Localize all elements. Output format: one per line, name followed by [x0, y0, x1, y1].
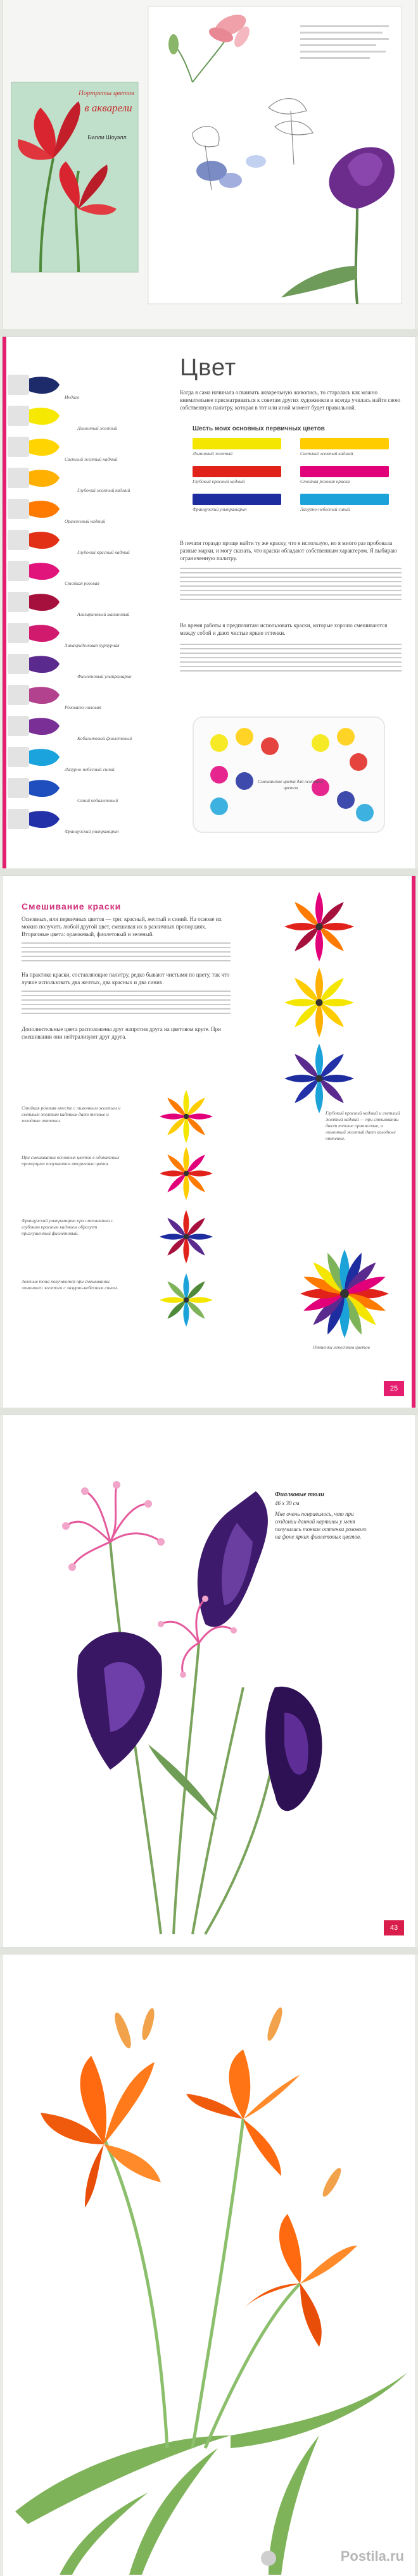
mixing-caption-4: Зеленые тона получаются при смешивании лимонного желтого с лазурно-небесным синим. — [22, 1279, 118, 1291]
rosette-mix-4-petal — [167, 1281, 186, 1300]
paint-blob — [29, 439, 60, 456]
paint-tube-label: Хинакридоновая пурпурная — [65, 642, 120, 648]
palette-paint-dot — [337, 791, 355, 809]
mixing-caption-1: Стойкая розовая вместе с лимонным желтым и светлым желтым кадмием дает теплые и холодные оттенки. — [22, 1105, 121, 1123]
rosette-red-petal — [319, 927, 344, 951]
paint-blob — [29, 501, 60, 518]
paint-tube-label: Глубокий желтый кадмий — [77, 487, 130, 493]
paint-tube-label: Оранжевый кадмий — [65, 518, 105, 524]
mixing-heading: Смешивание краски — [22, 901, 122, 911]
page-number: 25 — [384, 1381, 404, 1396]
palette-paint-dot — [261, 737, 279, 755]
rosette-yellow-petal — [319, 978, 344, 1003]
paint-tube-body — [8, 468, 29, 488]
paint-blob — [29, 470, 60, 487]
primary-swatch-2 — [300, 438, 389, 449]
rosette-blue-petal — [294, 1079, 319, 1103]
paint-tube-label: Розовато-лиловая — [65, 704, 101, 710]
cover-title-line2: в акварели — [84, 102, 132, 114]
paint-tube-body — [8, 654, 29, 674]
paint-tube-label: Фиолетовый ультрамарин — [77, 673, 132, 679]
mixing-right-caption: Глубокий красный кадмий и светлый желтый кадмий — при смешивании дают теплые оранжевые, а лимонный желтый дает холодные оттенки. — [326, 1110, 400, 1141]
page-edge-stripe — [3, 337, 6, 868]
primary-label-6: Лазурно-небесный синий — [300, 506, 350, 512]
palette-paint-dot — [350, 753, 367, 771]
cover-title-line1: Портреты цветов — [78, 89, 135, 97]
primary-swatch-4 — [300, 466, 389, 477]
cover-title — [77, 89, 136, 97]
rosette-mix-4-petal — [186, 1281, 205, 1300]
rosette-mix-1-center — [184, 1114, 189, 1119]
paint-blob — [29, 811, 60, 828]
paint-blob — [29, 749, 60, 766]
color-intro: Когда я сама начинала осваивать акварельную живопись, то старалась как можно внимательнее присматриваться к советам других художников и всегда училась найти свою собственную палитру, которая в тот или иной момент будет правильной. — [180, 389, 400, 411]
cover-author: Билли Шоуэлл — [87, 134, 127, 141]
color-page — [3, 337, 415, 868]
nerine-page — [3, 1415, 415, 1947]
primary-swatch-1 — [193, 438, 281, 449]
palette-svg — [194, 718, 384, 832]
page-separator — [0, 1947, 418, 1954]
rosette-mix-3-petal — [167, 1237, 186, 1256]
daylily-painting — [3, 1954, 415, 2576]
palette-paint-dot — [356, 804, 374, 822]
rosette-red-petal — [319, 902, 344, 927]
rosette-wheel-center — [340, 1289, 349, 1298]
paint-blob — [29, 780, 60, 797]
primary-swatch-3 — [193, 466, 281, 477]
paint-tube-label: Глубокий красный кадмий — [77, 549, 130, 555]
rosette-yellow-petal — [294, 978, 319, 1003]
nerine-caption-title: Фиалковые тюли — [275, 1491, 324, 1498]
color-heading: Цвет — [180, 354, 237, 381]
paint-blob — [29, 687, 60, 704]
color-body-lines-1 — [180, 565, 402, 603]
cover-spread-art — [3, 0, 415, 329]
page-number: 43 — [384, 1920, 404, 1935]
palette-caption: Смешанные цвета для основных цветов — [258, 778, 324, 791]
cover-title-large — [80, 103, 137, 114]
rosette-mix-3-petal — [186, 1237, 205, 1256]
rosette-yellow-petal — [294, 1003, 319, 1027]
nerine-caption-size: 46 х 30 см — [275, 1500, 300, 1506]
rosette-mix-3-center — [184, 1234, 189, 1239]
rosette-mix-4-petal — [186, 1300, 205, 1319]
paint-tube-label: Лазурно-небесный синий — [65, 766, 115, 772]
mixing-caption-3: Французский ультрамарин при смешивании с глубоким красным кадмием образует приглушенный фиолетовый. — [22, 1218, 113, 1236]
mixing-caption-2: При смешивании основных цветов в одинаковых пропорциях получаются вторичные цвета. — [22, 1154, 120, 1166]
page-separator — [0, 1408, 418, 1415]
palette-paint-dot — [210, 797, 228, 815]
rosette-mix-1-petal — [186, 1097, 205, 1116]
watermark: Postila.ru — [340, 2548, 404, 2564]
paint-tube-body — [8, 437, 29, 457]
mixing-paragraph-2: На практике краски, составляющие палитру, редко бывают чистыми по цвету, так что лучше использовать два желтых, два красных и два синих. — [22, 972, 230, 985]
rosette-mix-4-petal — [167, 1300, 186, 1319]
rosette-blue-petal — [294, 1054, 319, 1079]
palette-paint-dot — [210, 766, 228, 784]
rosette-mix-1-petal — [167, 1097, 186, 1116]
paint-blob — [29, 532, 60, 549]
paint-tube-body — [8, 809, 29, 829]
paint-tube-label: Синий кобальтовый — [77, 797, 118, 803]
rosette-mix-1-petal — [167, 1116, 186, 1135]
paint-blob — [29, 656, 60, 673]
primary-label-1: Лимонный желтый — [193, 451, 233, 456]
page-separator — [0, 868, 418, 876]
paint-tube-body — [8, 499, 29, 519]
rosette-yellow-center — [316, 999, 323, 1006]
mixing-paragraph-1: Основных, или первичных цветов — три: красный, желтый и синий. На основе их можно получить любой другой цвет, смешивая их в различных пропорциях. Вторичные цвета: оранжевый, фиолетовый и зеленый. — [22, 916, 222, 937]
paint-tube-body — [8, 561, 29, 581]
paint-blob — [29, 563, 60, 580]
rosette-blue-petal — [319, 1079, 344, 1103]
rosette-red-petal — [294, 902, 319, 927]
color-body-1: В печати гораздо проще найти ту же краску, что я использую, но я много раз пробовала разные марки, и могу сказать, что краски обладают собственным характером. Я выбираю ограниченную палитру. — [180, 540, 397, 561]
paint-tube-label: Кобальтовый фиолетовый — [77, 735, 132, 741]
rosette-red-petal — [294, 927, 319, 951]
mixing-paragraph-3: Дополнительные цвета расположены друг напротив друга на цветовом круге. При смешивании они нейтрализуют друг друга. — [22, 1026, 221, 1040]
rosette-blue-center — [316, 1075, 323, 1082]
rosette-mix-2-petal — [167, 1154, 186, 1173]
rosette-blue-petal — [319, 1054, 344, 1079]
paint-tubes-svg — [8, 375, 153, 856]
primary-swatch-6 — [300, 494, 389, 505]
paint-blob — [29, 594, 60, 611]
primaries-grid — [193, 438, 402, 527]
paint-tube-label: Индиго — [65, 394, 80, 400]
rosette-mix-1-petal — [186, 1116, 205, 1135]
cover-spread-page — [3, 0, 415, 329]
paint-tube-body — [8, 623, 29, 643]
paint-tube-label: Стойкая розовая — [65, 580, 99, 586]
primaries-title: Шесть моих основных первичных цветов — [193, 425, 325, 432]
nerine-painting — [3, 1415, 415, 1947]
color-body-2: Во время работы я предпочитаю использовать краски, которые хорошо смешиваются между собой и дают чистые яркие оттенки. — [180, 622, 388, 636]
palette-paint-dot — [210, 734, 228, 752]
rosette-yellow-petal — [319, 1003, 344, 1027]
palette-paint-dot — [312, 734, 329, 752]
primary-swatch-5 — [193, 494, 281, 505]
rosette-mix-3-petal — [186, 1218, 205, 1237]
paint-blob — [29, 377, 60, 394]
paint-blob — [29, 625, 60, 642]
mixing-page — [3, 876, 415, 1408]
paint-tube-body — [8, 685, 29, 705]
primary-label-3: Глубокий красный кадмий — [193, 478, 245, 484]
primary-label-2: Светлый желтый кадмий — [300, 451, 353, 456]
rosette-mix-2-petal — [186, 1173, 205, 1192]
paint-tube-body — [8, 530, 29, 550]
paint-tube-body — [8, 716, 29, 736]
primary-label-5: Французский ультрамарин — [193, 506, 247, 512]
daylily-flower-1 — [41, 2056, 161, 2208]
nerine-caption-text: Мне очень понравилось, что при создании данной картины у меня получились тонкие оттенки розового на фоне ярких фиолетовых цветов. — [275, 1511, 367, 1540]
paint-tube-body — [8, 406, 29, 426]
petals-caption: Оттенки лепестков цветов — [313, 1344, 370, 1350]
paint-tube-body — [8, 778, 29, 798]
color-body-lines-2 — [180, 641, 402, 675]
paint-tube-body — [8, 592, 29, 612]
mixing-flowers-svg — [3, 876, 415, 1408]
mixing-palette — [193, 716, 385, 833]
rosette-red-center — [316, 923, 323, 930]
paint-tube-label: Ализариновый малиновый — [77, 611, 130, 617]
paint-blob — [29, 718, 60, 735]
paint-tubes-column — [8, 375, 153, 856]
palette-paint-dot — [236, 728, 253, 746]
paint-tube-label: Лимонный желтый — [77, 425, 118, 431]
daylily-flower-2 — [186, 2049, 300, 2176]
rosette-mix-2-center — [184, 1171, 189, 1176]
palette-paint-dot — [337, 728, 355, 746]
paint-blob — [29, 408, 60, 425]
rosette-mix-3-petal — [167, 1218, 186, 1237]
rosette-mix-4-center — [184, 1297, 189, 1303]
paint-tube-body — [8, 375, 29, 395]
palette-paint-dot — [236, 772, 253, 790]
daylily-flower-3 — [243, 2214, 357, 2347]
rosette-mix-2-petal — [167, 1173, 186, 1192]
paint-tube-body — [8, 747, 29, 767]
page-separator — [0, 329, 418, 337]
primary-label-4: Стойкая розовая краска — [300, 478, 350, 484]
daylily-page — [3, 1954, 415, 2576]
paint-tube-label: Светлый желтый кадмий — [65, 456, 118, 462]
watermark-logo-icon — [261, 2551, 276, 2566]
paint-tube-label: Французский ультрамарин — [65, 828, 119, 834]
rosette-mix-2-petal — [186, 1154, 205, 1173]
